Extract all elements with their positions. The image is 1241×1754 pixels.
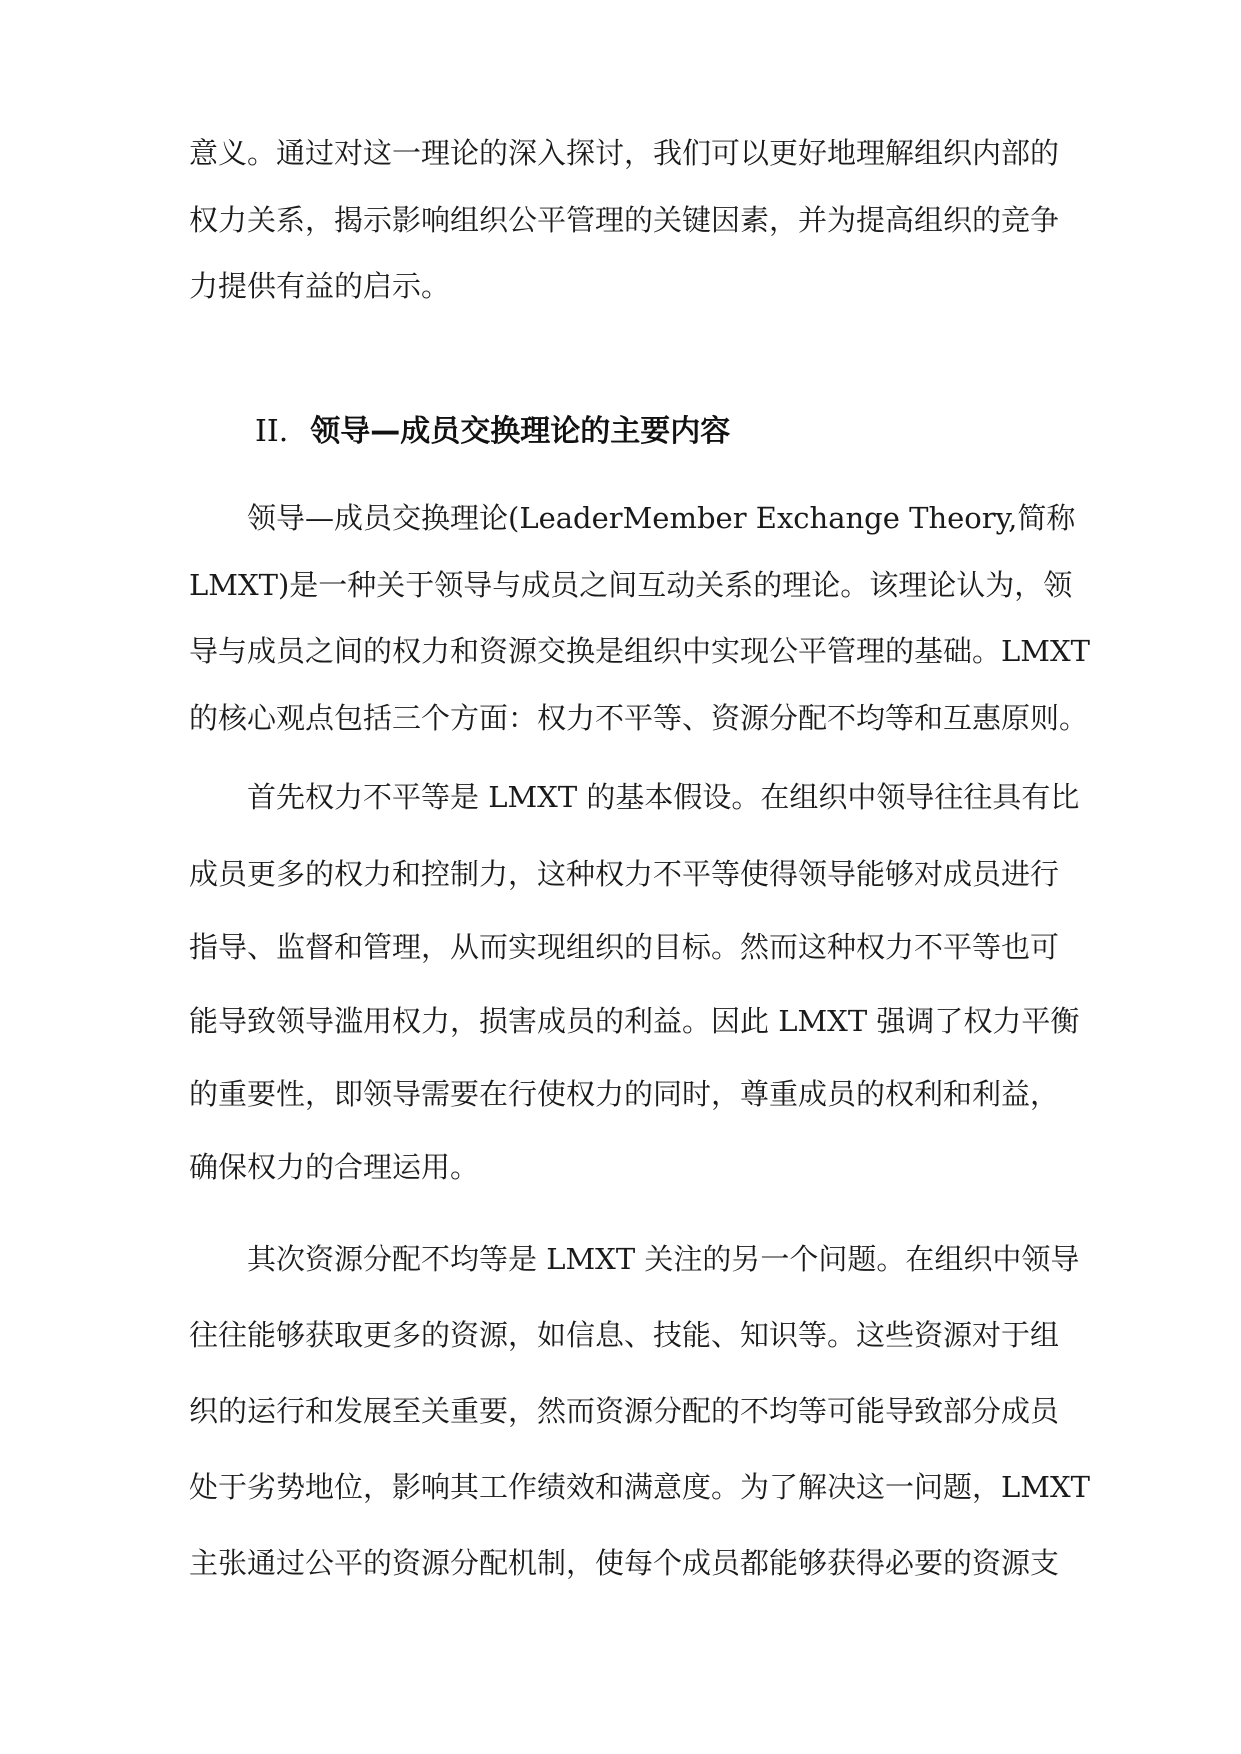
text-line: 能导致领导滥用权力，损害成员的利益。因此 LMXT 强调了权力平衡 <box>189 1004 1080 1038</box>
text-line: 成员更多的权力和控制力，这种权力不平等使得领导能够对成员进行 <box>189 857 1060 891</box>
text-line: 其次资源分配不均等是 LMXT 关注的另一个问题。在组织中领导 <box>247 1242 1080 1276</box>
text-line: 力提供有益的启示。 <box>189 269 451 303</box>
text-line: 权力关系，揭示影响组织公平管理的关键因素，并为提高组织的竞争 <box>189 203 1060 237</box>
text-line: 首先权力不平等是 LMXT 的基本假设。在组织中领导往往具有比 <box>247 780 1080 814</box>
text-line: 指导、监督和管理，从而实现组织的目标。然而这种权力不平等也可 <box>189 930 1060 964</box>
text-line: 主张通过公平的资源分配机制，使每个成员都能够获得必要的资源支 <box>189 1546 1060 1580</box>
text-line: 导与成员之间的权力和资源交换是组织中实现公平管理的基础。LMXT <box>189 634 1090 668</box>
text-line: LMXT)是一种关于领导与成员之间互动关系的理论。该理论认为，领 <box>189 568 1073 602</box>
text-line: 的核心观点包括三个方面：权力不平等、资源分配不均等和互惠原则。 <box>189 701 1089 735</box>
text-line: 处于劣势地位，影响其工作绩效和满意度。为了解决这一问题，LMXT <box>189 1470 1090 1504</box>
text-line: 确保权力的合理运用。 <box>189 1150 480 1184</box>
section-number: II. <box>255 414 289 449</box>
text-line: 往往能够获取更多的资源，如信息、技能、知识等。这些资源对于组 <box>189 1318 1060 1352</box>
text-line: 领导—成员交换理论(LeaderMember Exchange Theory,简称 <box>247 501 1076 535</box>
section-heading <box>255 410 730 454</box>
text-line: 意义。通过对这一理论的深入探讨，我们可以更好地理解组织内部的 <box>189 136 1060 170</box>
section-title: 领导—成员交换理论的主要内容 <box>310 414 731 449</box>
text-line: 织的运行和发展至关重要，然而资源分配的不均等可能导致部分成员 <box>189 1394 1060 1428</box>
text-line: 的重要性，即领导需要在行使权力的同时，尊重成员的权利和利益， <box>189 1077 1060 1111</box>
